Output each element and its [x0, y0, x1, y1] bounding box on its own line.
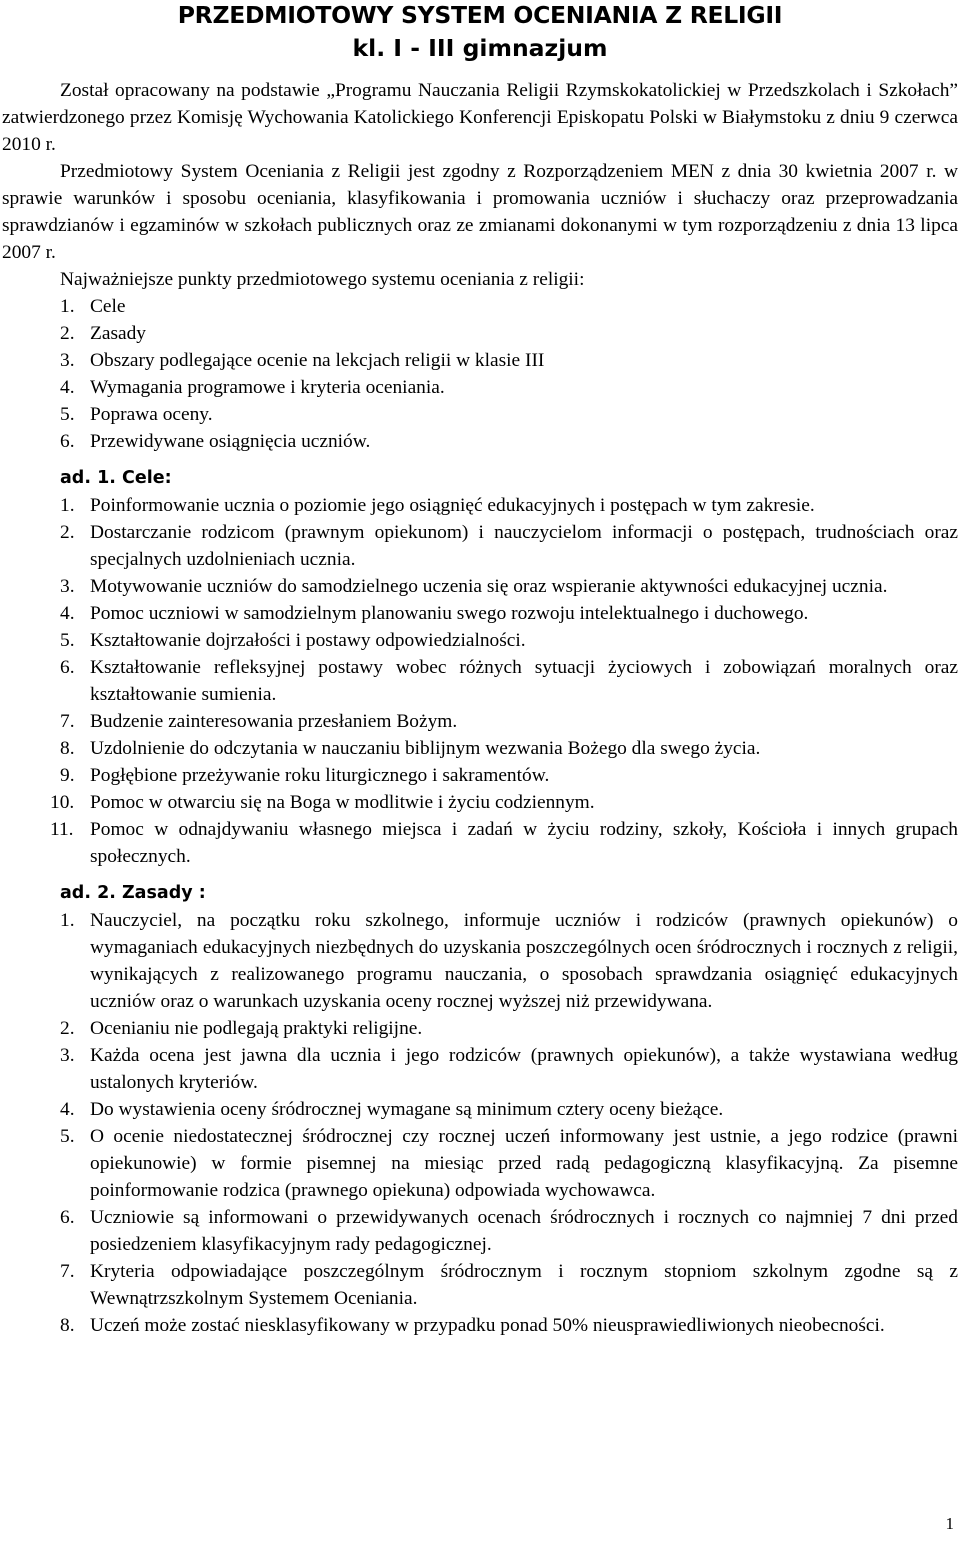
intro-paragraph-2: Przedmiotowy System Oceniania z Religii jest zgodny z Rozporządzeniem MEN z dnia 30 kwietnia 2007 r. w sprawie warunków i sposobu oceniania, klasyfikowania i promowania uczniów i słuchaczy oraz przeprowadzania sprawdzianów i egzaminów w szkołach publicznych oraz ze zmianami dokonanymi w tym rozporządzeniu z dnia 13 lipca 2007 r.: [2, 161, 958, 263]
point-item-text: Przewidywane osiągnięcia uczniów.: [90, 431, 371, 452]
rule-item: [2, 1258, 958, 1312]
point-item: [2, 293, 958, 320]
rule-item: [2, 1096, 958, 1123]
goal-item: [2, 573, 958, 600]
goal-item-number: 1.: [60, 495, 75, 516]
rule-item: [2, 1204, 958, 1258]
rule-item-number: 6.: [60, 1207, 75, 1228]
goal-item-number: 5.: [60, 630, 75, 651]
section1-list: [2, 492, 958, 870]
point-item: [2, 320, 958, 347]
goal-item-number: 6.: [60, 657, 75, 678]
section1-heading: ad. 1. Cele:: [60, 468, 172, 488]
page-number: 1: [945, 1514, 954, 1533]
point-item-number: 4.: [60, 377, 75, 398]
goal-item-number: 8.: [60, 738, 75, 759]
point-item-text: Obszary podlegające ocenie na lekcjach religii w klasie III: [90, 350, 545, 371]
goal-item-text: Dostarczanie rodzicom (prawnym opiekunom) i nauczycielom informacji o postępach, trudnościach oraz specjalnych uzdolnieniach ucznia.: [90, 522, 958, 570]
point-item-number: 6.: [60, 431, 75, 452]
point-item-text: Zasady: [90, 323, 146, 344]
points-intro: Najważniejsze punkty przedmiotowego systemu oceniania z religii:: [60, 269, 585, 290]
goal-item-number: 3.: [60, 576, 75, 597]
rule-item-number: 5.: [60, 1126, 75, 1147]
document-title: PRZEDMIOTOWY SYSTEM OCENIANIA Z RELIGII: [177, 1, 783, 29]
goal-item-text: Pomoc w otwarciu się na Boga w modlitwie i życiu codziennym.: [90, 792, 595, 813]
section2-list: [2, 907, 958, 1339]
point-item-number: 5.: [60, 404, 75, 425]
goal-item-text: Pomoc w odnajdywaniu własnego miejsca i zadań w życiu rodziny, szkoły, Kościoła i innych grupach społecznych.: [90, 819, 958, 867]
rule-item-number: 2.: [60, 1018, 75, 1039]
goal-item-text: Kształtowanie refleksyjnej postawy wobec różnych sytuacji życiowych i zobowiązań moralnych oraz kształtowanie sumienia.: [90, 657, 958, 705]
point-item: [2, 428, 958, 455]
intro-paragraph-1: Został opracowany na podstawie „Programu Nauczania Religii Rzymskokatolickiej w Przedszkolach i Szkołach” zatwierdzonego przez Komisję Wychowania Katolickiego Konferencji Episkopatu Polski w Białymstoku z dniu 9 czerwca 2010 r.: [2, 80, 958, 155]
point-item-text: Wymagania programowe i kryteria oceniania.: [90, 377, 445, 398]
point-item-number: 2.: [60, 323, 75, 344]
rule-item-text: O ocenie niedostatecznej śródrocznej czy rocznej uczeń informowany jest ustnie, a jego rodzice (prawni opiekunowie) w formie pisemnej na miesiąc przed radą pedagogiczną klasyfikacyjną. Za pisemne poinformowanie rodzica (prawnego opiekuna) odpowiada wychowawca.: [90, 1126, 958, 1201]
goal-item: [2, 735, 958, 762]
point-item-number: 1.: [60, 296, 75, 317]
point-item-text: Poprawa oceny.: [90, 404, 213, 425]
goal-item-text: Poinformowanie ucznia o poziomie jego osiągnięć edukacyjnych i postępach w tym zakresie.: [90, 495, 815, 516]
rule-item-text: Uczeń może zostać niesklasyfikowany w przypadku ponad 50% nieusprawiedliwionych nieobecności.: [90, 1315, 885, 1336]
rule-item-number: 7.: [60, 1261, 75, 1282]
goal-item: [2, 492, 958, 519]
rule-item-text: Do wystawienia oceny śródrocznej wymagane są minimum cztery oceny bieżące.: [90, 1099, 724, 1120]
rule-item-number: 4.: [60, 1099, 75, 1120]
goal-item-text: Motywowanie uczniów do samodzielnego uczenia się oraz wspieranie aktywności edukacyjnej ucznia.: [90, 576, 888, 597]
rule-item-number: 8.: [60, 1315, 75, 1336]
point-item-text: Cele: [90, 296, 126, 317]
goal-item-text: Uzdolnienie do odczytania w nauczaniu biblijnym wezwania Bożego dla swego życia.: [90, 738, 761, 759]
goal-item: [2, 654, 958, 708]
document-subtitle: kl. I - III gimnazjum: [352, 34, 608, 62]
goal-item: [2, 762, 958, 789]
goal-item-text: Pogłębione przeżywanie roku liturgicznego i sakramentów.: [90, 765, 550, 786]
rule-item-text: Każda ocena jest jawna dla ucznia i jego rodziców (prawnych opiekunów), a także wystawiana według ustalonych kryteriów.: [90, 1045, 958, 1093]
goal-item-number: 7.: [60, 711, 75, 732]
section2-heading: ad. 2. Zasady :: [60, 883, 206, 903]
goal-item-number: 4.: [60, 603, 75, 624]
rule-item-text: Kryteria odpowiadające poszczególnym śródrocznym i rocznym stopniom szkolnym zgodne są z Wewnątrzszkolnym Systemem Oceniania.: [90, 1261, 958, 1309]
goal-item: [2, 708, 958, 735]
rule-item-text: Ocenianiu nie podlegają praktyki religijne.: [90, 1018, 423, 1039]
goal-item: [2, 789, 958, 816]
goal-item-number: 9.: [60, 765, 75, 786]
rule-item-number: 1.: [60, 910, 75, 931]
goal-item-text: Pomoc uczniowi w samodzielnym planowaniu swego rozwoju intelektualnego i duchowego.: [90, 603, 809, 624]
goal-item-text: Budzenie zainteresowania przesłaniem Bożym.: [90, 711, 458, 732]
rule-item: [2, 1042, 958, 1096]
rule-item: [2, 1015, 958, 1042]
rule-item: [2, 907, 958, 1015]
rule-item: [2, 1312, 958, 1339]
point-item-number: 3.: [60, 350, 75, 371]
rule-item-text: Uczniowie są informowani o przewidywanych ocenach śródrocznych i rocznych co najmniej 7 dni przed posiedzeniem klasyfikacyjnym rady pedagogicznej.: [90, 1207, 958, 1255]
goal-item-number: 2.: [60, 522, 75, 543]
point-item: [2, 347, 958, 374]
goal-item: [2, 627, 958, 654]
goal-item-number: 10.: [50, 792, 75, 813]
rule-item-text: Nauczyciel, na początku roku szkolnego, informuje uczniów i rodziców (prawnych opiekunów) o wymaganiach edukacyjnych niezbędnych do uzyskania poszczególnych ocen śródrocznych i rocznych z religii, wynikających z realizowanego programu nauczania, o sposobach sprawdzania osiągnięć edukacyjnych uczniów oraz o warunkach uzyskania oceny rocznej wyższej niż przewidywana.: [90, 910, 958, 1012]
goal-item-text: Kształtowanie dojrzałości i postawy odpowiedzialności.: [90, 630, 526, 651]
point-item: [2, 374, 958, 401]
goal-item: [2, 816, 958, 870]
rule-item-number: 3.: [60, 1045, 75, 1066]
goal-item-number: 11.: [50, 819, 74, 840]
point-item: [2, 401, 958, 428]
points-list: [2, 293, 958, 455]
goal-item: [2, 519, 958, 573]
goal-item: [2, 600, 958, 627]
rule-item: [2, 1123, 958, 1204]
